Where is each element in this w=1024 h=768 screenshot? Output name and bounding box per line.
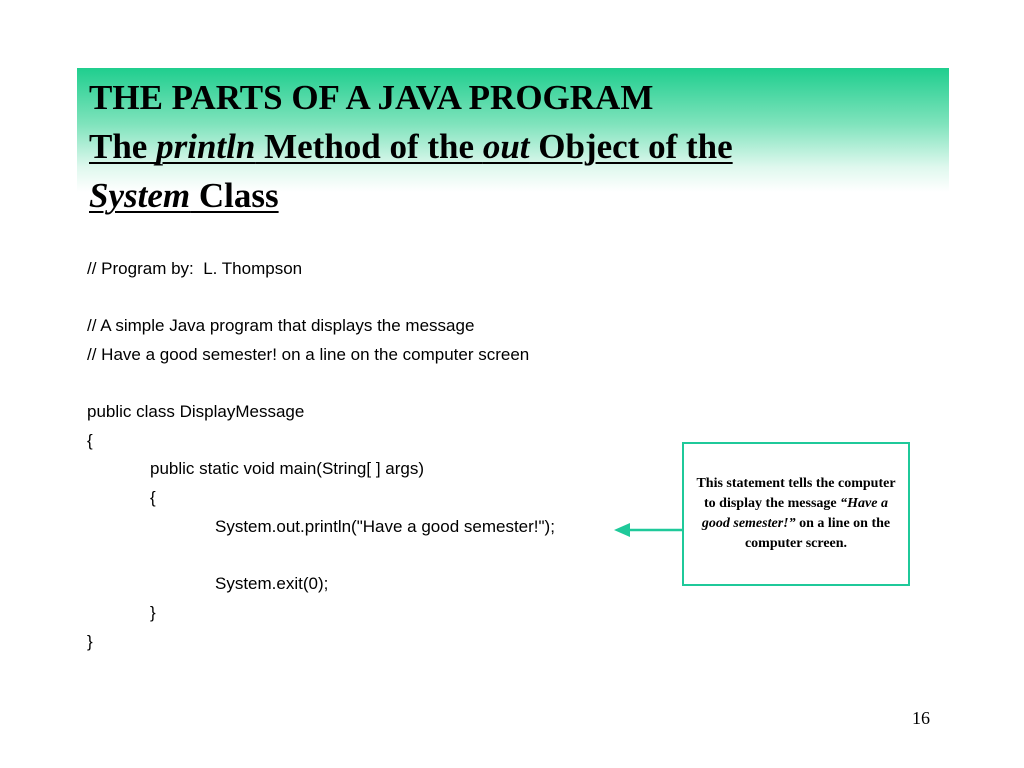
callout-box (682, 442, 910, 586)
page-number: 16 (912, 708, 930, 728)
slide-title: THE PARTS OF A JAVA PROGRAM (89, 78, 654, 117)
subtitle-text-println: println (156, 127, 256, 166)
code-close-brace-class: } (87, 632, 93, 651)
code-main-method: public static void main(String[ ] args) (150, 459, 424, 478)
code-comment-author: // Program by: L. Thompson (87, 259, 303, 278)
subtitle-text-out: out (482, 127, 530, 166)
code-open-brace-class: { (87, 431, 93, 450)
code-comment-message: // Have a good semester! on a line on the computer screen (87, 345, 530, 364)
callout-arrow-icon (612, 520, 684, 540)
code-println-statement: System.out.println("Have a good semester!"); (215, 517, 555, 536)
callout-message-quote: “Have a good semester!” (701, 496, 888, 531)
subtitle-text-method: Method of the (255, 127, 483, 166)
code-open-brace-method: { (150, 488, 156, 507)
code-exit-statement: System.exit(0); (215, 574, 329, 593)
subtitle-text-system: System (89, 176, 191, 215)
code-close-brace-method: } (150, 603, 156, 622)
callout-text: This statement tells the computer to display the message “Have a good semester!” on a line on the computer screen. (696, 476, 896, 551)
subtitle-text-class: Class (190, 176, 279, 215)
slide-subtitle-line2 (89, 176, 279, 216)
slide-subtitle-line1 (89, 127, 733, 167)
code-class-declaration: public class DisplayMessage (87, 402, 305, 421)
code-comment-description: // A simple Java program that displays the message (87, 316, 475, 335)
subtitle-text-object: Object of the (529, 127, 733, 166)
subtitle-text-the: The (89, 127, 157, 166)
